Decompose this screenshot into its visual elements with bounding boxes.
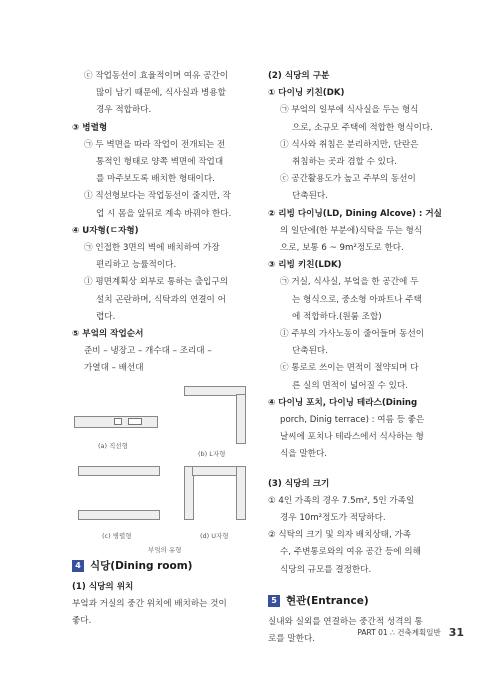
- dining-size-line: ① 4인 가족의 경우 7.5m², 5인 가족일: [268, 495, 415, 506]
- left-text-line: ③ 병렬형: [72, 122, 108, 133]
- left-column: [72, 68, 256, 630]
- left-text-line: ㉠ 두 벽면을 따라 작업이 전개되는 전: [84, 139, 226, 150]
- kitchen-straight-stove: [128, 418, 142, 425]
- right-text-line: ④ 다이닝 포치, 다이닝 테라스(Dining: [268, 397, 418, 408]
- right-text-line: ③ 리빙 키친(LDK): [268, 260, 342, 271]
- section-5-heading: [268, 593, 436, 610]
- dining-size-title: (3) 식당의 크기: [268, 478, 330, 489]
- figure-caption-c: (c) 병렬형: [102, 531, 132, 540]
- right-text-line: ⓒ 통로로 쓰이는 면적이 절약되며 다: [280, 363, 419, 374]
- section-5-title: 현관(Entrance): [286, 594, 369, 607]
- right-text-line: 날씨에 포치나 테라스에서 식사하는 형: [280, 432, 424, 443]
- figure-caption-d: (d) U자형: [200, 531, 229, 540]
- section-4-title: 식당(Dining room): [90, 559, 193, 572]
- left-text-line: 경우 적합하다.: [96, 105, 152, 116]
- left-text-line: ㉠ 인접한 3면의 벽에 배치하여 가장: [84, 243, 220, 254]
- kitchen-parallel-top: [78, 466, 160, 476]
- left-text-line: 설치 곤란하며, 식탁과의 연결이 어: [96, 294, 226, 305]
- dining-size-line: 수, 주변통로와의 여유 공간 등에 의해: [280, 547, 421, 558]
- dining-size-line: 경우 10m²정도가 적당하다.: [280, 513, 386, 524]
- section-4-heading: [72, 558, 256, 575]
- right-text-line: 는 형식으로, 중소형 아파트나 주택: [292, 294, 422, 305]
- left-text-line: 렵다.: [96, 311, 116, 322]
- left-text-line: 를 마주보도록 배치한 형태이다.: [96, 174, 215, 185]
- right-text-line: ㉠ 부엌의 일부에 식사실을 두는 형식: [280, 105, 419, 116]
- dining-location-body-1: 부엌과 거실의 중간 위치에 배치하는 것이: [72, 599, 227, 610]
- left-text-line: ⓛ 평면계획상 외부로 통하는 출입구의: [84, 277, 229, 288]
- right-text-line: ② 리빙 다이닝(LD, Dining Alcove) : 거실: [268, 208, 442, 219]
- left-text-line: 통적인 형태로 양쪽 벽면에 작업대: [96, 157, 224, 168]
- figure-caption-a: (a) 직선형: [98, 441, 128, 450]
- left-text-block: [72, 68, 256, 378]
- right-text-line: 의 일단에(한 부분에)식탁을 두는 형식: [280, 225, 423, 236]
- right-text-line: (2) 식당의 구분: [268, 71, 330, 81]
- left-text-line: 가열대 – 배선대: [84, 363, 144, 374]
- kitchen-u-top: [192, 466, 238, 476]
- right-text-line: ⓛ 식사와 취침은 분리하지만, 단란은: [280, 139, 419, 150]
- left-text-line: 준비 – 냉장고 – 개수대 – 조리대 –: [84, 346, 212, 357]
- figure-title: 부엌의 유형: [148, 545, 182, 554]
- left-text-line: ⓒ 작업동선이 효율적이며 여유 공간이: [84, 71, 229, 81]
- section-5-badge: 5: [268, 595, 280, 607]
- right-text-line: ⓒ 공간활용도가 높고 주부의 동선이: [280, 174, 416, 185]
- left-text-line: ⑤ 부엌의 작업순서: [72, 329, 144, 340]
- right-text-line: 식을 말한다.: [280, 449, 327, 460]
- left-text-line: ⓛ 직선형보다는 작업동선이 줄지만, 작: [84, 191, 231, 202]
- dining-size-line: 식당의 규모를 결정한다.: [280, 564, 372, 575]
- right-text-block: [268, 68, 442, 464]
- figure-caption-b: (b) L자형: [198, 449, 226, 458]
- section-4-badge: 4: [72, 560, 84, 572]
- right-text-line: 단축된다.: [292, 346, 328, 357]
- kitchen-parallel-bottom: [78, 510, 160, 520]
- right-text-line: 에 적합하다.(원룸 조합): [292, 311, 382, 322]
- dining-size-line: ② 식탁의 크기 및 의자 배치상태, 가족: [268, 530, 412, 541]
- right-text-line: 으로, 보통 6 ~ 9m²정도로 한다.: [280, 243, 404, 254]
- entrance-body-1: 실내와 실외를 연결하는 중간적 성격의 통: [268, 617, 423, 628]
- right-text-line: porch, Dinig terrace) : 여름 등 좋은: [280, 415, 425, 426]
- kitchen-types-figure: [72, 384, 256, 554]
- right-text-line: ⓛ 주부의 가사노동이 줄어들며 동선이: [280, 329, 425, 340]
- left-text-line: 편리하고 능률적이다.: [96, 260, 177, 271]
- right-text-line: 취침하는 곳과 겸할 수 있다.: [292, 157, 397, 168]
- right-column: [268, 68, 442, 649]
- right-text-line: ① 다이닝 키친(DK): [268, 88, 345, 99]
- left-text-line: 많이 남기 때문에, 식사실과 병용할: [96, 88, 226, 99]
- right-text-line: 으로, 소규모 주택에 적합한 형식이다.: [292, 122, 433, 133]
- right-text-line: 른 실의 면적이 넓어질 수 있다.: [292, 380, 409, 391]
- page-footer: [357, 626, 464, 639]
- left-text-line: 업 시 몸을 앞뒤로 계속 바꿔야 한다.: [96, 208, 232, 219]
- right-text-line: 단축된다.: [292, 191, 328, 202]
- page-number: 31: [448, 626, 464, 639]
- entrance-body-2: 로를 말한다.: [268, 634, 315, 645]
- kitchen-l-side-counter: [236, 394, 246, 444]
- dining-size-block: [268, 493, 436, 579]
- kitchen-straight-sink: [114, 418, 122, 425]
- kitchen-u-right: [236, 466, 246, 520]
- dining-location-body-2: 좋다.: [72, 616, 92, 627]
- left-text-line: ④ U자형(ㄷ자형): [72, 225, 139, 236]
- dining-location-subtitle: (1) 식당의 위치: [72, 581, 134, 592]
- right-text-line: ㉠ 거실, 식사실, 부엌을 한 공간에 두: [280, 277, 419, 288]
- footer-part-label: PART 01 ∴ 건축계획일반: [357, 628, 441, 637]
